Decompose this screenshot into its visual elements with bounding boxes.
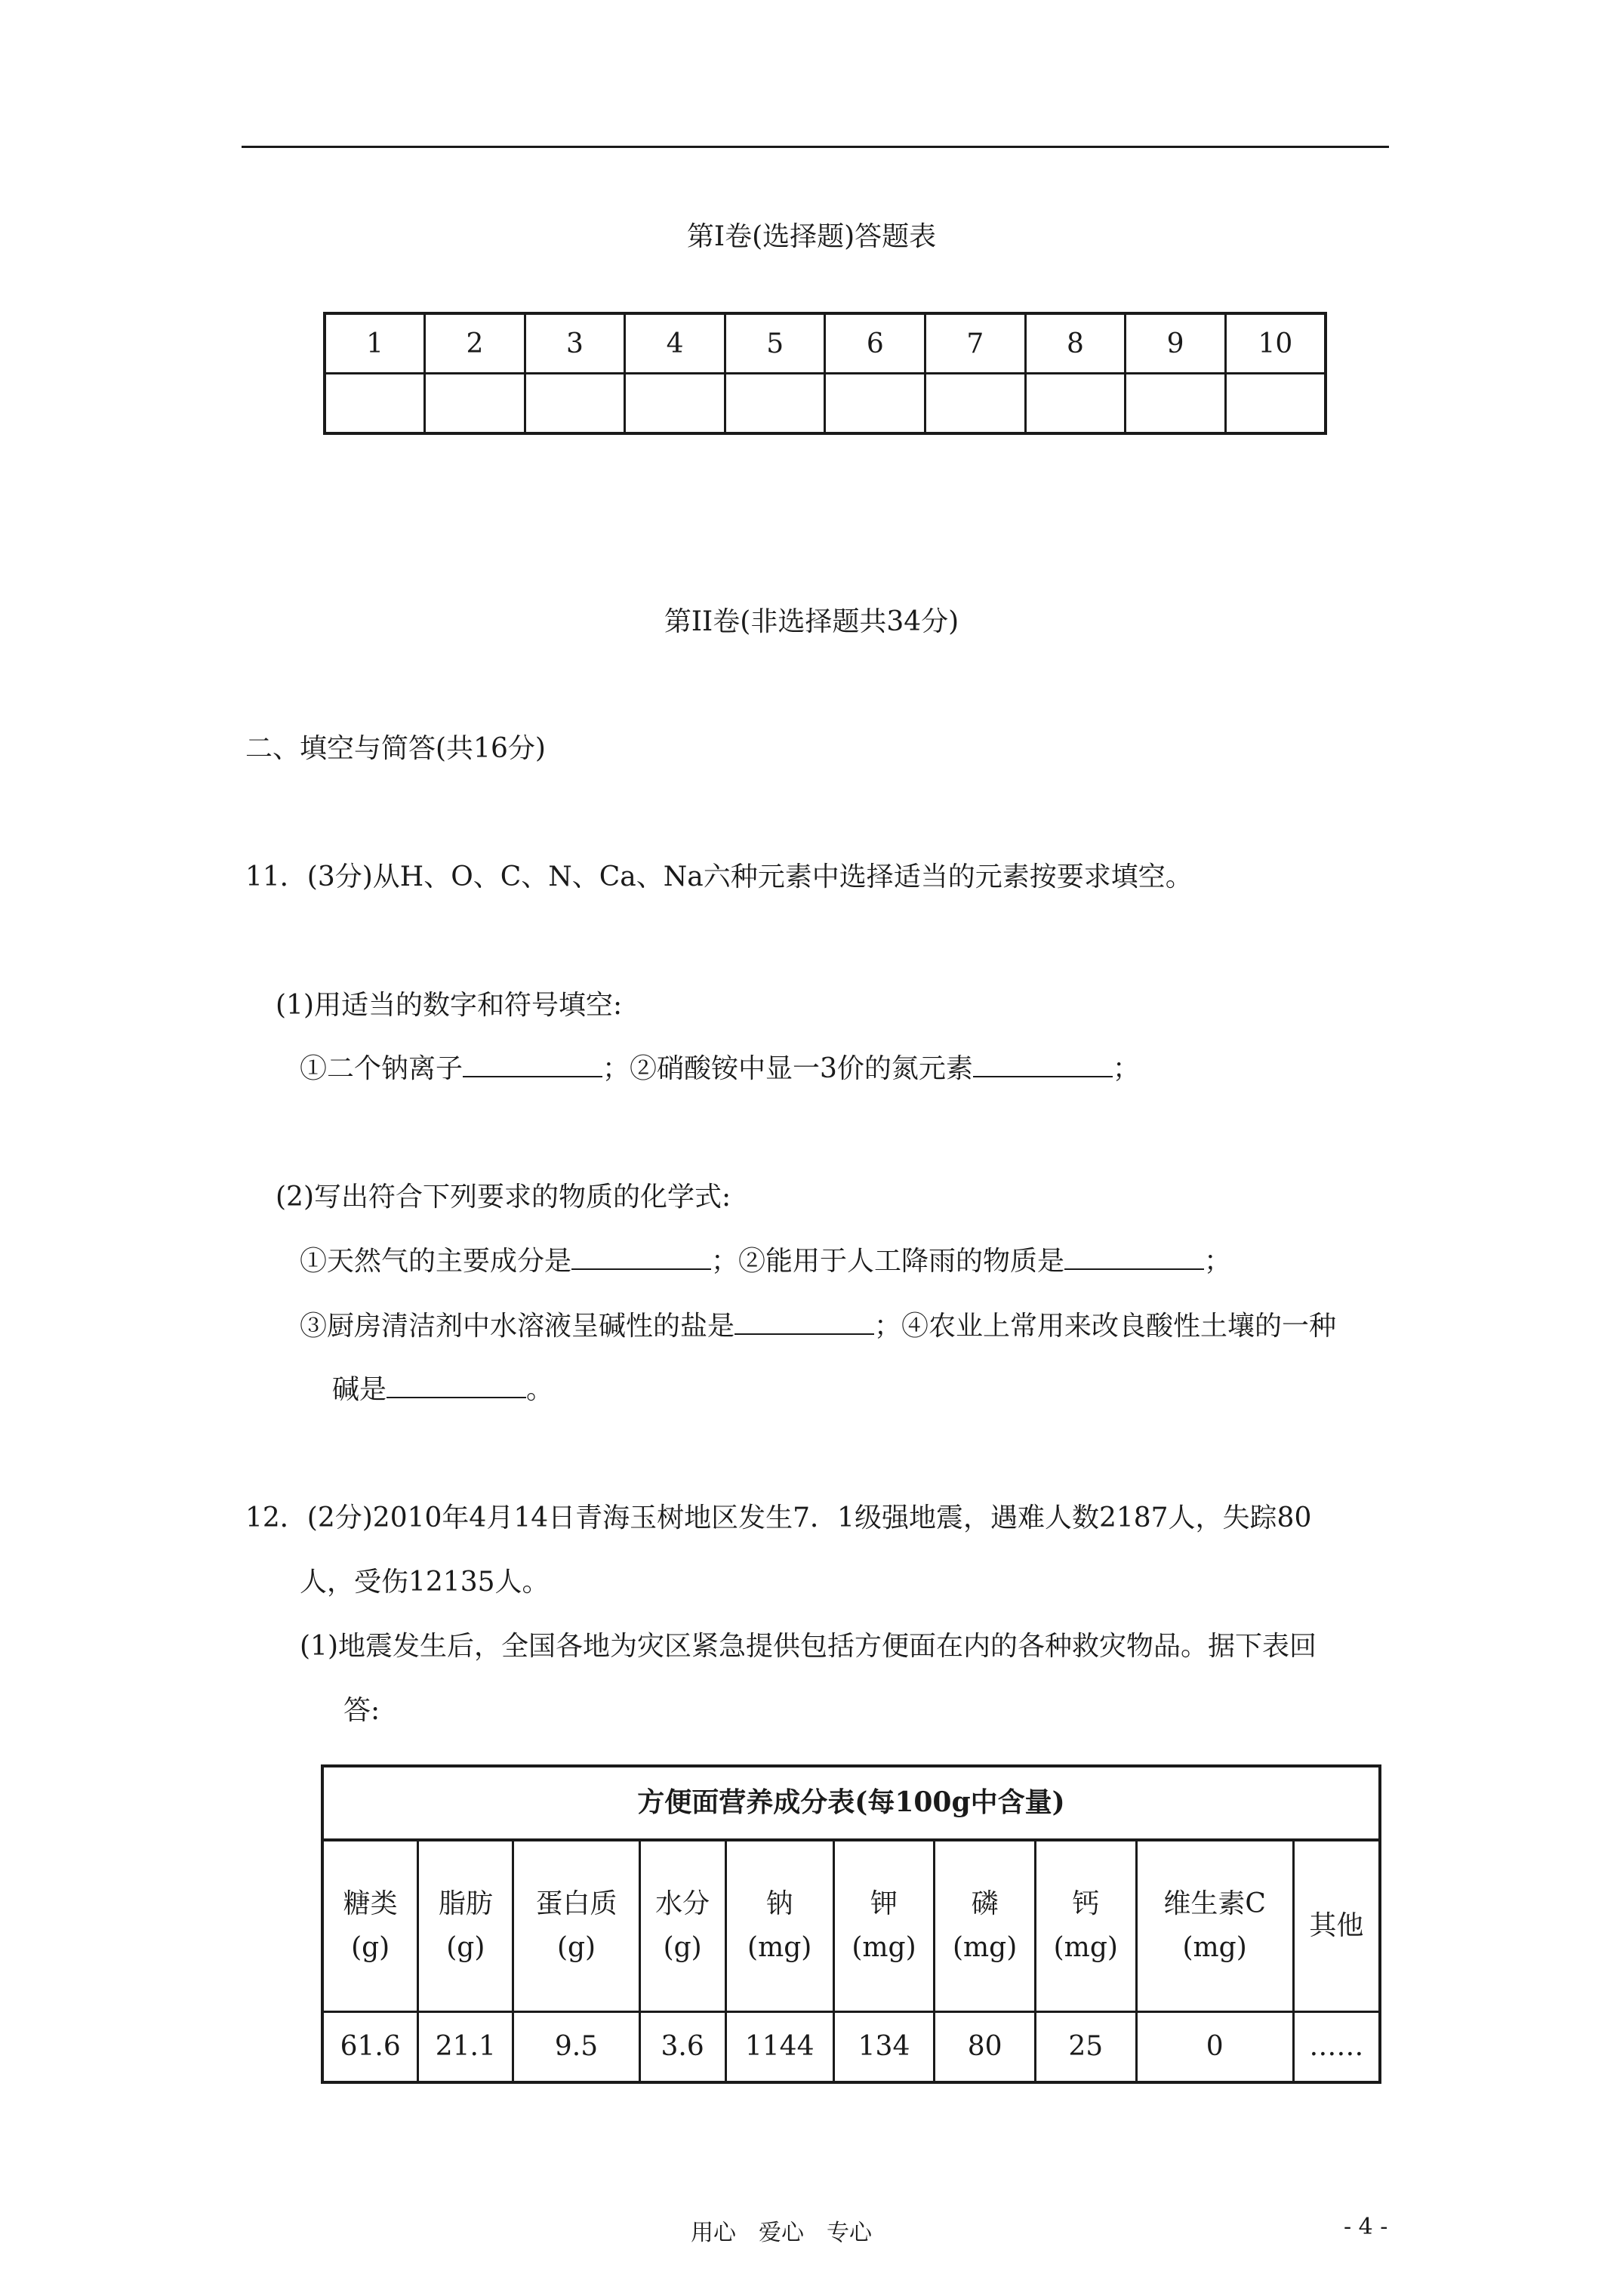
answer-number-row — [325, 313, 1326, 374]
answer-cell[interactable] — [625, 374, 725, 434]
part2-title: 第II卷(非选择题共34分) — [664, 606, 959, 637]
q12-stem-line2: 人，受伤12135人。 — [300, 1567, 550, 1598]
nutrient-header: 钙 (mg) — [1035, 1840, 1136, 2012]
q12-sub1-line2: 答: — [343, 1695, 380, 1726]
answer-number: 3 — [525, 313, 625, 374]
answer-number: 1 — [325, 313, 425, 374]
nutrient-header: 脂肪 (g) — [418, 1840, 513, 2012]
q11-sub2-line1 — [300, 1240, 1231, 1278]
answer-blank[interactable] — [973, 1053, 1113, 1077]
nutrition-caption: 方便面营养成分表(每100g中含量) — [322, 1766, 1380, 1840]
header-rule — [242, 146, 1389, 148]
q11-sub2-sep2: ；④农业上常用来改良酸性土壤的一种 — [874, 1311, 1337, 1342]
answer-blank-row — [325, 374, 1326, 434]
q11-sub1-a: ①二个钠离子 — [300, 1053, 463, 1084]
q11-sub2-line3 — [332, 1368, 553, 1407]
nutrient-header: 糖类 (g) — [322, 1840, 418, 2012]
nutrient-header: 蛋白质 (g) — [513, 1840, 639, 2012]
nutrition-caption-row — [322, 1766, 1380, 1840]
answer-number: 4 — [625, 313, 725, 374]
nutrition-header-row — [322, 1840, 1380, 2012]
answer-number: 9 — [1126, 313, 1226, 374]
answer-cell[interactable] — [525, 374, 625, 434]
nutrient-header: 钾 (mg) — [833, 1840, 935, 2012]
q12-stem-line1: 12．(2分)2010年4月14日青海玉树地区发生7．1级强地震，遇难人数2187人，失踪80 — [245, 1502, 1312, 1533]
answer-blank[interactable] — [387, 1374, 526, 1398]
answer-number: 10 — [1225, 313, 1326, 374]
q11-sub2-d: 碱是 — [332, 1374, 387, 1405]
nutrient-value: 1144 — [725, 2012, 833, 2083]
nutrition-values-row — [322, 2012, 1380, 2083]
answer-cell[interactable] — [1025, 374, 1126, 434]
answer-cell[interactable] — [925, 374, 1026, 434]
nutrition-table — [321, 1764, 1381, 2084]
q11-sub1-sep: ；②硝酸铵中显一3价的氮元素 — [602, 1053, 973, 1084]
answer-cell[interactable] — [825, 374, 925, 434]
footer-motto: 用心 爱心 专心 — [691, 2220, 872, 2246]
q12-sub1-line1: (1)地震发生后，全国各地为灾区紧急提供包括方便面在内的各种救灾物品。据下表回 — [300, 1631, 1317, 1662]
q11-sub2-line2 — [300, 1305, 1336, 1343]
section-heading: 二、填空与简答(共16分) — [245, 733, 546, 764]
nutrient-header: 水分 (g) — [639, 1840, 725, 2012]
answer-cell[interactable] — [1225, 374, 1326, 434]
nutrient-value: 0 — [1136, 2012, 1293, 2083]
q11-sub2-end: ； — [1204, 1246, 1232, 1277]
answer-cell[interactable] — [725, 374, 825, 434]
answer-number: 2 — [425, 313, 525, 374]
nutrient-value: 3.6 — [639, 2012, 725, 2083]
q11-sub2-sep: ；②能用于人工降雨的物质是 — [711, 1246, 1065, 1277]
answer-blank[interactable] — [571, 1246, 711, 1270]
nutrient-value: …… — [1293, 2012, 1380, 2083]
q11-sub1-end: ； — [1112, 1053, 1140, 1084]
q11-sub2-title: (2)写出符合下列要求的物质的化学式: — [276, 1182, 731, 1213]
nutrient-value: 61.6 — [322, 2012, 418, 2083]
q11-sub1-title: (1)用适当的数字和符号填空: — [276, 990, 623, 1021]
answer-number: 6 — [825, 313, 925, 374]
nutrient-value: 80 — [935, 2012, 1036, 2083]
answer-number: 5 — [725, 313, 825, 374]
nutrient-header: 磷 (mg) — [935, 1840, 1036, 2012]
answer-cell[interactable] — [425, 374, 525, 434]
nutrient-value: 25 — [1035, 2012, 1136, 2083]
answer-cell[interactable] — [325, 374, 425, 434]
q11-sub2-end2: 。 — [526, 1374, 554, 1405]
answer-blank[interactable] — [1064, 1246, 1204, 1270]
q11-stem: 11．(3分)从H、O、C、N、Ca、Na六种元素中选择适当的元素按要求填空。 — [245, 861, 1193, 892]
answer-cell[interactable] — [1126, 374, 1226, 434]
nutrient-value: 134 — [833, 2012, 935, 2083]
q11-sub2-c: ③厨房清洁剂中水溶液呈碱性的盐是 — [300, 1311, 735, 1342]
nutrient-value: 21.1 — [418, 2012, 513, 2083]
page-number: - 4 - — [1344, 2214, 1388, 2240]
q11-sub1-line — [300, 1047, 1140, 1086]
q11-sub2-a: ①天然气的主要成分是 — [300, 1246, 572, 1277]
answer-blank[interactable] — [735, 1311, 874, 1335]
nutrient-header: 其他 — [1293, 1840, 1380, 2012]
answer-number: 7 — [925, 313, 1026, 374]
answer-table — [323, 312, 1327, 435]
answer-blank[interactable] — [463, 1053, 602, 1077]
nutrient-header: 钠 (mg) — [725, 1840, 833, 2012]
part1-title: 第Ⅰ卷(选择题)答题表 — [686, 221, 937, 252]
nutrient-value: 9.5 — [513, 2012, 639, 2083]
nutrient-header: 维生素C (mg) — [1136, 1840, 1293, 2012]
answer-number: 8 — [1025, 313, 1126, 374]
